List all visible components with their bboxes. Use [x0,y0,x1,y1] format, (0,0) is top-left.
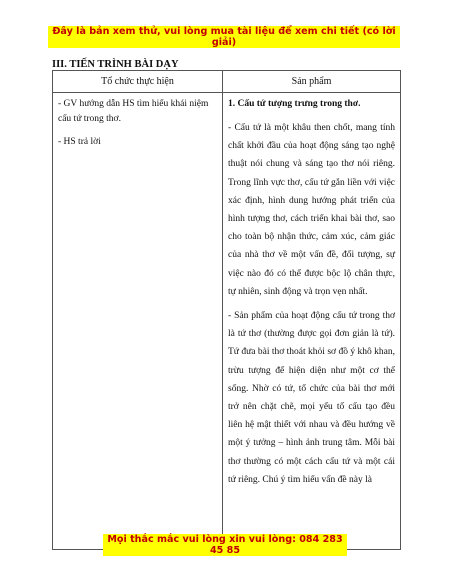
product-paragraph: - Cấu tứ là một khâu then chốt, mang tính chất khởi đầu của hoạt động sáng tạo nghệ thuật nói chung và sáng tạo thơ nói riêng. Trong lĩnh vực thơ, cấu tứ gắn liền với việc xác định, hình dung hướng phát triển của hình tượng thơ, cách triển khai bài thơ, sao cho toàn bộ nhận thức, cảm xúc, cảm giác của nhà thơ về một vấn đề, đối tượng, sự việc nào đó có thể được bộc lộ chân thực, tự nhiên, sinh động và trọn vẹn nhất. [228,123,395,297]
header-organization: Tổ chức thực hiện [53,71,223,93]
table-row [53,93,401,550]
product-cell [223,93,401,550]
lesson-table [52,70,401,550]
section-title: III. TIẾN TRÌNH BÀI DẠY [52,59,179,70]
organization-cell [53,93,223,550]
table-header-row [53,71,401,93]
product-paragraph: - Sản phẩm của hoạt động cấu tứ trong thơ là tứ thơ (thường được gọi đơn giản là tứ). Tứ đưa bài thơ thoát khỏi sơ đồ ý khô khan, trừu tượng để hiện diện như một cơ thể sống. Nhờ có tứ, tổ chức của bài thơ mới trở nên chặt chẽ, mọi yếu tố cấu tạo đều liên hệ mật thiết với nhau và đều hướng về một ý tưởng – hình ảnh trung tâm. Mỗi bài thơ thường có một cách cấu tứ và một cái tứ riêng. Chú ý tìm hiểu vấn đề này là [228,311,395,485]
left-paragraph: - HS trả lời [58,137,101,147]
contact-banner: Mọi thắc mắc vui lòng xin vui lòng: 084 283 45 85 [103,534,347,556]
preview-banner: Đây là bản xem thử, vui lòng mua tài liệu để xem chi tiết (có lời giải) [48,26,400,48]
left-paragraph: - GV hướng dẫn HS tìm hiểu khái niệm cấu tứ trong thơ. [58,99,209,124]
header-product: Sản phẩm [223,71,401,93]
product-heading: 1. Cấu tứ tượng trưng trong thơ. [228,99,361,109]
